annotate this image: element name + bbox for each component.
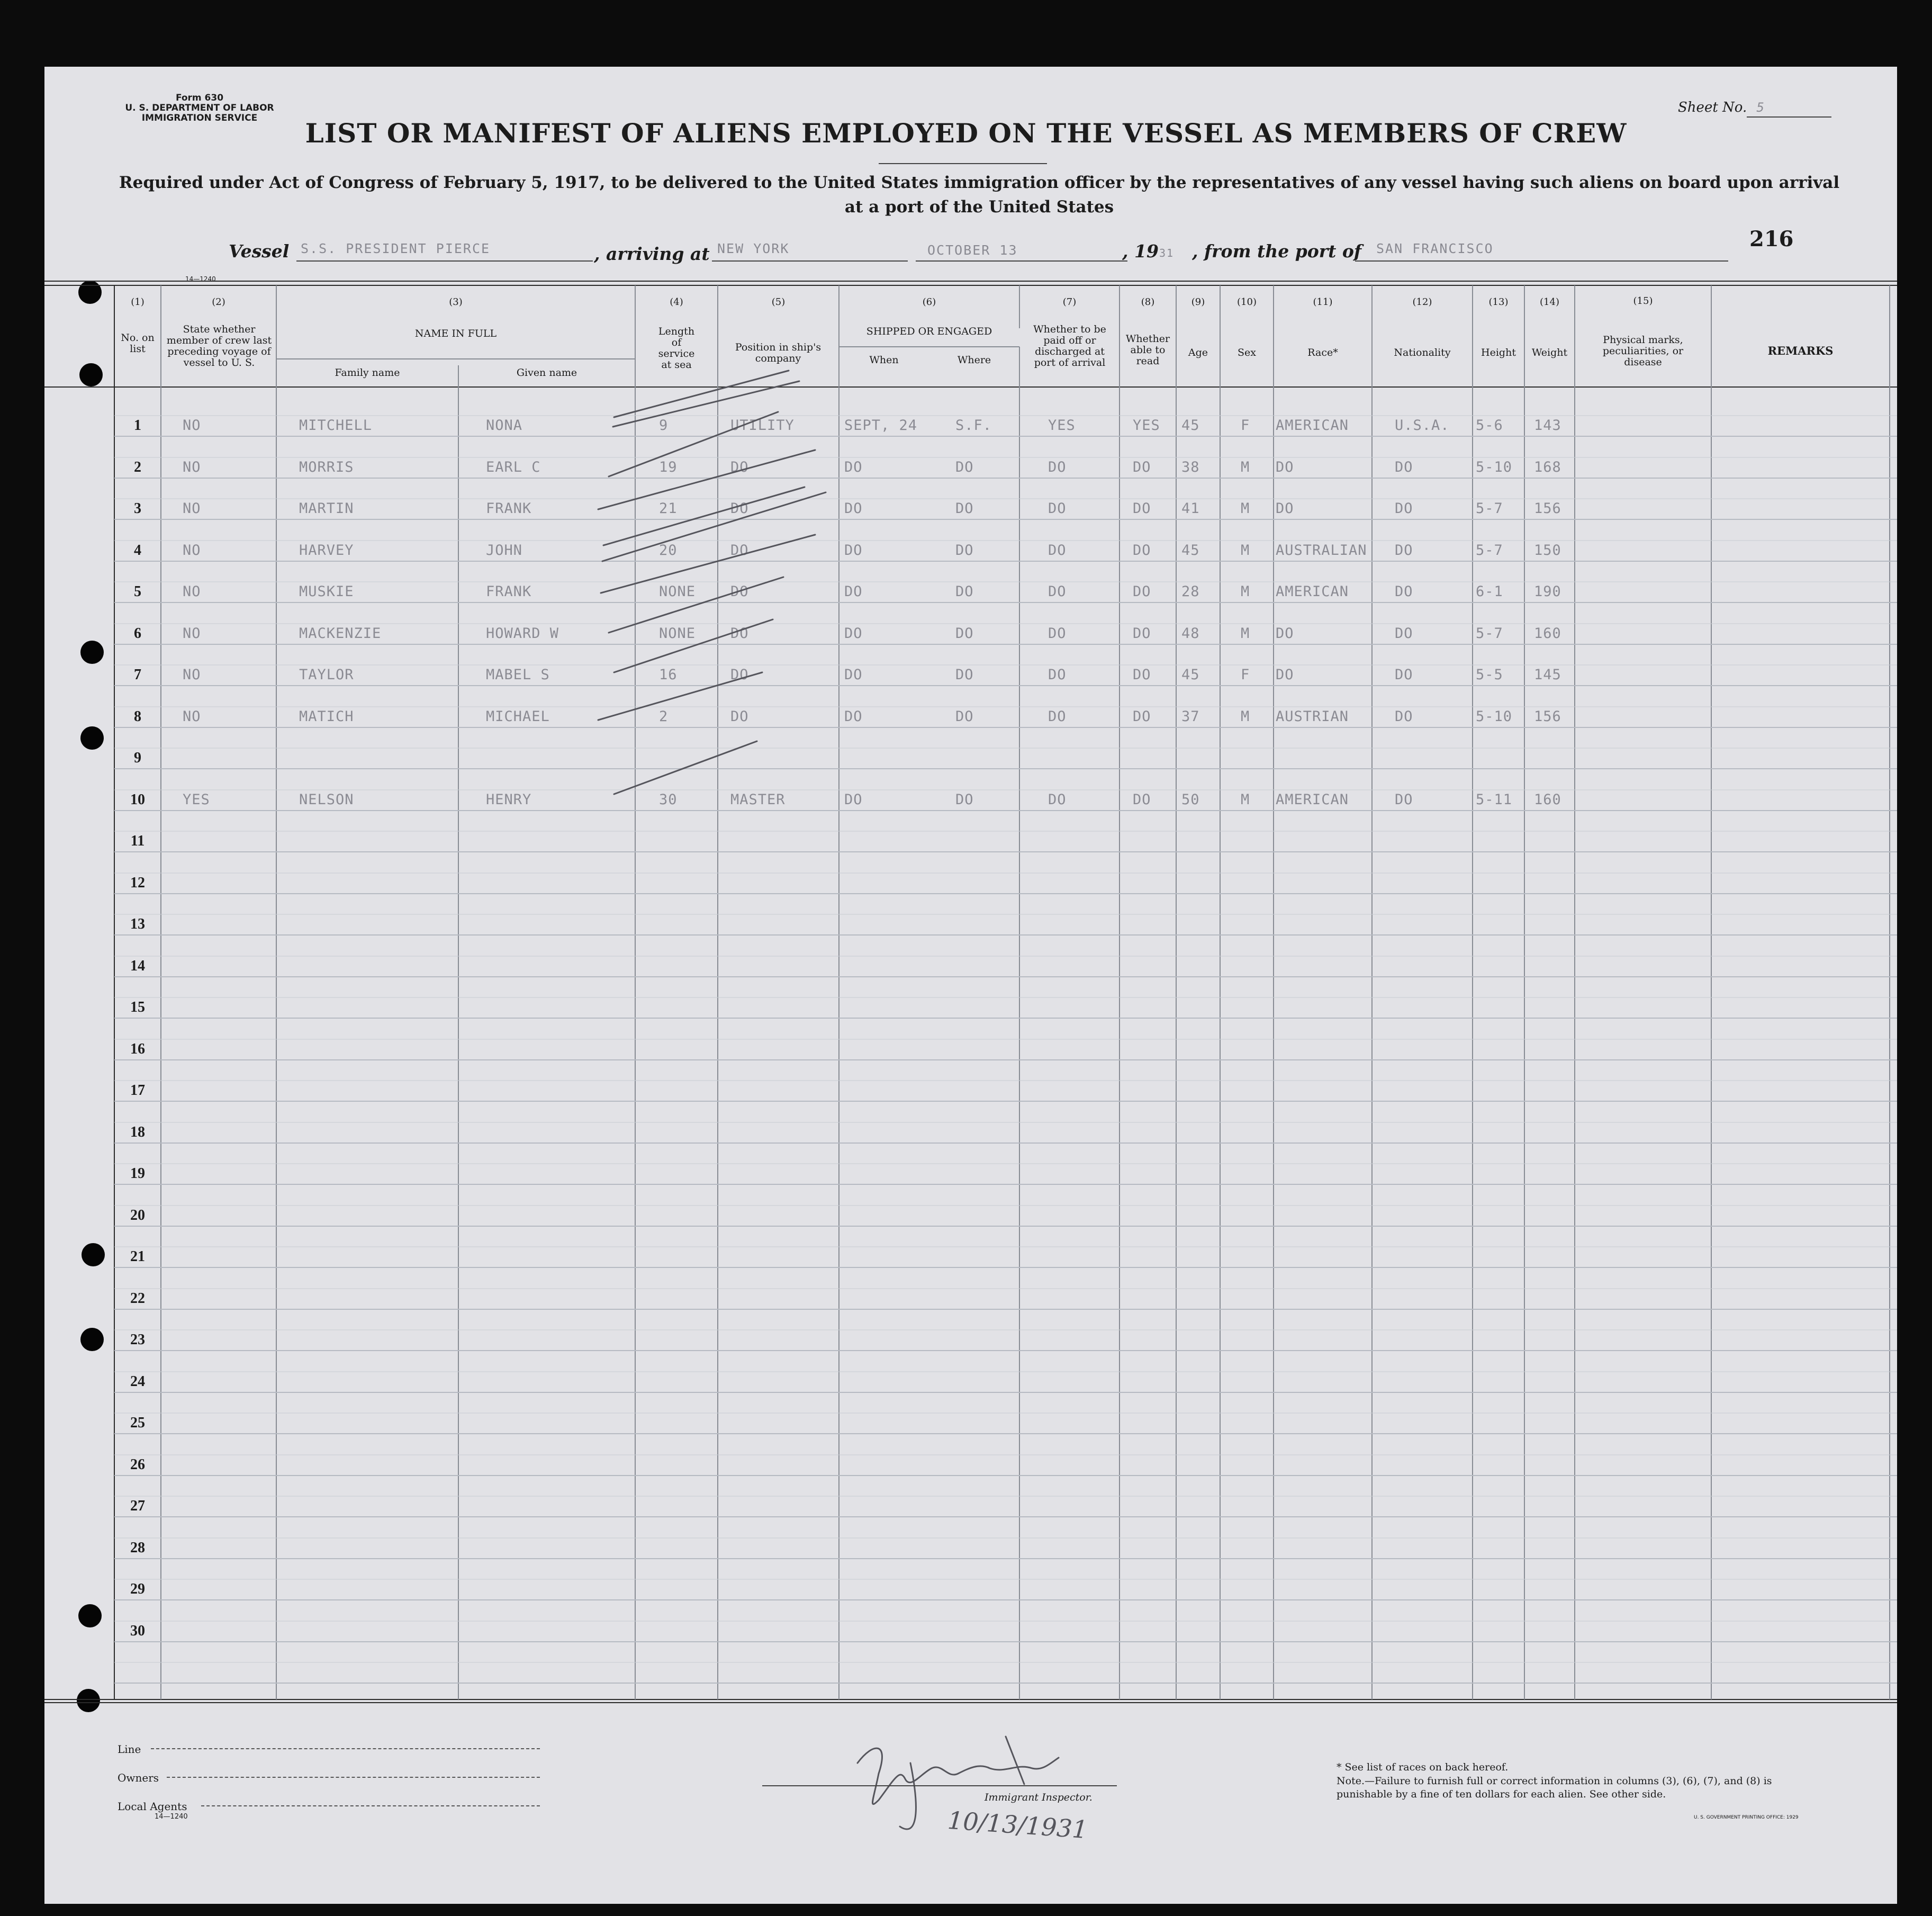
vessel-value: S.S. PRESIDENT PIERCE	[301, 241, 491, 256]
cell-height: 5-6	[1476, 417, 1503, 434]
col11-number: (11)	[1313, 296, 1333, 308]
col3-number: (3)	[449, 296, 463, 308]
year-label: , 19	[1122, 241, 1159, 262]
col8-header: Whether able to read	[1125, 333, 1170, 367]
cell-race: AMERICAN	[1276, 583, 1349, 600]
col9-number: (9)	[1191, 296, 1205, 308]
cell-position: DO	[730, 625, 749, 642]
cell-where: DO	[955, 667, 974, 683]
row-number: 24	[130, 1373, 145, 1390]
inspector-label: Immigrant Inspector.	[985, 1792, 1093, 1803]
cell-age: 45	[1181, 542, 1200, 559]
cell-service: NONE	[659, 583, 696, 600]
service-name: IMMIGRATION SERVICE	[141, 113, 258, 123]
stamp-number: 216	[1749, 227, 1794, 251]
cell-prev: NO	[183, 708, 201, 725]
cell-read: DO	[1133, 500, 1151, 517]
row-number: 23	[130, 1332, 145, 1348]
cell-sex: M	[1241, 458, 1250, 475]
row-number: 11	[130, 833, 145, 849]
cell-weight: 150	[1534, 542, 1561, 559]
col3-header: NAME IN FULL	[414, 328, 497, 339]
cell-where: DO	[955, 583, 974, 600]
cell-nat: DO	[1395, 708, 1413, 725]
line-label: Line	[118, 1743, 141, 1756]
cell-race: DO	[1276, 667, 1294, 683]
cell-race: AMERICAN	[1276, 791, 1349, 808]
col4-header: Length of service at sea	[658, 326, 695, 371]
cell-given: JOHN	[486, 542, 523, 559]
arrival-date-value: OCTOBER 13	[927, 242, 1018, 258]
cell-when: DO	[844, 458, 863, 475]
cell-when: DO	[844, 625, 863, 642]
col10-header: Sex	[1238, 347, 1256, 358]
cell-read: YES	[1133, 417, 1160, 434]
cell-height: 6-1	[1476, 583, 1503, 600]
col15-header: Physical marks, peculiarities, or disease	[1602, 334, 1684, 368]
cell-race: DO	[1276, 458, 1294, 475]
cell-sex: M	[1241, 708, 1250, 725]
vessel-label: Vessel	[229, 241, 290, 262]
races-note: * See list of races on back hereof.	[1337, 1761, 1509, 1773]
cell-where: S.F.	[955, 417, 992, 434]
cell-where: DO	[955, 708, 974, 725]
cell-prev: NO	[183, 417, 201, 434]
cell-read: DO	[1133, 791, 1151, 808]
cell-read: DO	[1133, 583, 1151, 600]
cell-prev: NO	[183, 542, 201, 559]
cell-where: DO	[955, 625, 974, 642]
cell-position: DO	[730, 708, 749, 725]
col10-number: (10)	[1237, 296, 1257, 308]
col11-header: Race*	[1307, 347, 1338, 358]
cell-position: DO	[730, 542, 749, 559]
cell-age: 45	[1181, 417, 1200, 434]
arriving-label: , arriving at	[594, 244, 710, 264]
cell-prev: NO	[183, 583, 201, 600]
cell-prev: NO	[183, 500, 201, 517]
page-title: LIST OR MANIFEST OF ALIENS EMPLOYED ON THE VESSEL AS MEMBERS OF CREW	[305, 118, 1627, 149]
cell-position: DO	[730, 583, 749, 600]
cell-position: DO	[730, 500, 749, 517]
cell-nat: DO	[1395, 583, 1413, 600]
col12-number: (12)	[1412, 296, 1432, 308]
row-number: 9	[134, 750, 141, 766]
cell-nat: DO	[1395, 625, 1413, 642]
cell-height: 5-7	[1476, 625, 1503, 642]
cell-family: MARTIN	[299, 500, 354, 517]
cell-where: DO	[955, 542, 974, 559]
cell-given: HENRY	[486, 791, 532, 808]
col6-when-header: When	[869, 354, 899, 366]
col13-number: (13)	[1488, 296, 1509, 308]
cell-family: MUSKIE	[299, 583, 354, 600]
col14-header: Weight	[1531, 347, 1568, 358]
col8-number: (8)	[1141, 296, 1155, 308]
row-number: 5	[134, 583, 141, 600]
arriving-value: NEW YORK	[717, 241, 790, 256]
cell-height: 5-10	[1476, 708, 1513, 725]
cell-race: DO	[1276, 500, 1294, 517]
cell-given: FRANK	[486, 583, 532, 600]
col1-number: (1)	[131, 296, 145, 308]
cell-age: 28	[1181, 583, 1200, 600]
cell-age: 41	[1181, 500, 1200, 517]
cell-position: DO	[730, 458, 749, 475]
cell-paid: DO	[1048, 667, 1067, 683]
cell-given: MABEL S	[486, 667, 550, 683]
cell-sex: M	[1241, 625, 1250, 642]
cell-height: 5-7	[1476, 542, 1503, 559]
row-number: 12	[130, 874, 145, 891]
cell-given: MICHAEL	[486, 708, 550, 725]
cell-paid: YES	[1048, 417, 1076, 434]
cell-sex: M	[1241, 500, 1250, 517]
small-form-code: 14—1240	[185, 275, 216, 283]
row-number: 28	[130, 1539, 145, 1556]
cell-read: DO	[1133, 625, 1151, 642]
cell-given: HOWARD W	[486, 625, 559, 642]
cell-age: 48	[1181, 625, 1200, 642]
cell-nat: DO	[1395, 667, 1413, 683]
row-number: 7	[134, 667, 141, 683]
cell-paid: DO	[1048, 625, 1067, 642]
row-number: 3	[134, 500, 141, 517]
row-number: 16	[130, 1040, 145, 1057]
row-number: 21	[130, 1248, 145, 1265]
col5-number: (5)	[771, 296, 786, 308]
cell-where: DO	[955, 458, 974, 475]
cell-height: 5-11	[1476, 791, 1513, 808]
col14-number: (14)	[1540, 296, 1559, 308]
cell-nat: U.S.A.	[1395, 417, 1450, 434]
local-agents-label: Local Agents	[118, 1800, 187, 1813]
col2-number: (2)	[212, 296, 225, 308]
cell-nat: DO	[1395, 542, 1413, 559]
col3-given-header: Given name	[516, 367, 577, 379]
col13-header: Height	[1481, 347, 1516, 358]
cell-paid: DO	[1048, 542, 1067, 559]
cell-prev: YES	[183, 791, 210, 808]
cell-position: UTILITY	[730, 417, 795, 434]
col1-header: No. on list	[121, 332, 155, 355]
cell-height: 5-10	[1476, 458, 1513, 475]
col6-header: SHIPPED OR ENGAGED	[866, 326, 992, 337]
sheet-number-value: 5	[1756, 100, 1765, 115]
cell-age: 37	[1181, 708, 1200, 725]
from-port-value: SAN FRANCISCO	[1376, 241, 1494, 256]
cell-weight: 156	[1534, 500, 1561, 517]
cell-read: DO	[1133, 458, 1151, 475]
cell-service: 2	[659, 708, 669, 725]
page-subtitle: Required under Act of Congress of February 5, 1917, to be delivered to the United States immigration officer by the representatives of any vessel having such aliens on board upon arrival at a port of the United States	[119, 173, 1840, 217]
row-number: 29	[130, 1581, 145, 1597]
penalty-note: Note.—Failure to furnish full or correct information in columns (3), (6), (7), and (8) is punishable by a fine of ten dollars for each alien. See other side.	[1337, 1775, 1772, 1800]
col6-where-header: Where	[957, 354, 991, 366]
agents-form-code: 14—1240	[155, 1813, 188, 1821]
row-number: 27	[130, 1498, 145, 1514]
cell-service: 30	[659, 791, 678, 808]
col4-number: (4)	[670, 296, 683, 308]
row-number: 30	[130, 1622, 145, 1639]
cell-when: DO	[844, 791, 863, 808]
cell-race: DO	[1276, 625, 1294, 642]
cell-where: DO	[955, 791, 974, 808]
cell-weight: 160	[1534, 791, 1561, 808]
cell-sex: F	[1241, 667, 1250, 683]
row-number: 18	[130, 1123, 145, 1140]
sheet-number-label: Sheet No.	[1678, 100, 1747, 115]
cell-family: TAYLOR	[299, 667, 354, 683]
cell-when: SEPT, 24	[844, 417, 918, 434]
cell-read: DO	[1133, 667, 1151, 683]
row-number: 10	[130, 791, 145, 808]
cell-given: NONA	[486, 417, 523, 434]
col12-header: Nationality	[1394, 347, 1451, 358]
cell-read: DO	[1133, 708, 1151, 725]
cell-service: 21	[659, 500, 678, 517]
col15-number: (15)	[1633, 295, 1653, 307]
cell-sex: M	[1241, 583, 1250, 600]
cell-age: 50	[1181, 791, 1200, 808]
cell-when: DO	[844, 542, 863, 559]
cell-service: 16	[659, 667, 678, 683]
cell-prev: NO	[183, 667, 201, 683]
cell-family: HARVEY	[299, 542, 354, 559]
cell-weight: 145	[1534, 667, 1561, 683]
cell-paid: DO	[1048, 708, 1067, 725]
cell-race: AUSTRALIAN	[1276, 542, 1367, 559]
cell-nat: DO	[1395, 458, 1413, 475]
owners-label: Owners	[118, 1771, 159, 1784]
row-number: 2	[134, 458, 141, 475]
form-number: Form 630	[175, 93, 224, 103]
department-name: U. S. DEPARTMENT OF LABOR	[125, 103, 274, 113]
cell-prev: NO	[183, 458, 201, 475]
row-number: 14	[130, 957, 145, 974]
cell-weight: 156	[1534, 708, 1561, 725]
cell-weight: 168	[1534, 458, 1561, 475]
row-number: 19	[130, 1165, 145, 1182]
cell-family: MITCHELL	[299, 417, 373, 434]
cell-when: DO	[844, 500, 863, 517]
cell-given: EARL C	[486, 458, 541, 475]
cell-service: 19	[659, 458, 678, 475]
cell-service: 20	[659, 542, 678, 559]
cell-paid: DO	[1048, 458, 1067, 475]
cell-position: DO	[730, 667, 749, 683]
cell-age: 38	[1181, 458, 1200, 475]
col9-header: Age	[1188, 347, 1208, 358]
row-number: 15	[130, 999, 145, 1015]
cell-service: NONE	[659, 625, 696, 642]
year-value: 31	[1159, 247, 1175, 259]
row-number: 4	[134, 542, 141, 559]
col2-header: State whether member of crew last preceding voyage of vessel to U. S.	[166, 323, 272, 368]
cell-sex: M	[1241, 542, 1250, 559]
cell-nat: DO	[1395, 791, 1413, 808]
cell-when: DO	[844, 708, 863, 725]
cell-where: DO	[955, 500, 974, 517]
row-number: 8	[134, 708, 141, 725]
row-number: 13	[130, 916, 145, 932]
cell-sex: F	[1241, 417, 1250, 434]
col5-header: Position in ship's company	[735, 341, 821, 364]
cell-family: MATICH	[299, 708, 354, 725]
cell-height: 5-7	[1476, 500, 1503, 517]
col7-number: (7)	[1062, 296, 1077, 308]
row-number: 20	[130, 1207, 145, 1224]
cell-race: AMERICAN	[1276, 417, 1349, 434]
cell-weight: 143	[1534, 417, 1561, 434]
row-number: 22	[130, 1290, 145, 1307]
cell-family: MACKENZIE	[299, 625, 382, 642]
cell-weight: 160	[1534, 625, 1561, 642]
row-number: 1	[134, 417, 141, 434]
cell-service: 9	[659, 417, 669, 434]
cell-when: DO	[844, 667, 863, 683]
from-port-label: , from the port of	[1192, 241, 1362, 262]
cell-read: DO	[1133, 542, 1151, 559]
cell-when: DO	[844, 583, 863, 600]
cell-given: FRANK	[486, 500, 532, 517]
cell-weight: 190	[1534, 583, 1561, 600]
col7-header: Whether to be paid off or discharged at port of arrival	[1033, 323, 1106, 368]
cell-height: 5-5	[1476, 667, 1503, 683]
cell-family: MORRIS	[299, 458, 354, 475]
cell-race: AUSTRIAN	[1276, 708, 1349, 725]
cell-age: 45	[1181, 667, 1200, 683]
col6-number: (6)	[922, 296, 936, 308]
row-number: 25	[130, 1415, 145, 1431]
cell-family: NELSON	[299, 791, 354, 808]
row-number: 17	[130, 1082, 145, 1099]
signature-date: 10/13/1931	[946, 1805, 1089, 1845]
remarks-header: REMARKS	[1767, 344, 1834, 357]
row-number: 6	[134, 625, 141, 642]
col3-family-header: Family name	[335, 367, 400, 379]
cell-paid: DO	[1048, 791, 1067, 808]
cell-paid: DO	[1048, 583, 1067, 600]
cell-position: MASTER	[730, 791, 786, 808]
printer-imprint: U. S. GOVERNMENT PRINTING OFFICE: 1929	[1694, 1815, 1799, 1820]
cell-paid: DO	[1048, 500, 1067, 517]
row-number: 26	[130, 1456, 145, 1473]
cell-prev: NO	[183, 625, 201, 642]
cell-nat: DO	[1395, 500, 1413, 517]
cell-sex: M	[1241, 791, 1250, 808]
